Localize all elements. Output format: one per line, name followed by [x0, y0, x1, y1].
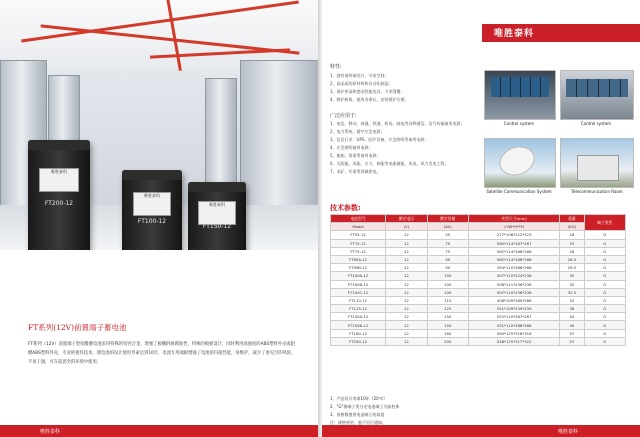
col-model-unit: Model [331, 223, 386, 231]
application-item: 7、采矿、军事等领域供电。 [330, 169, 381, 174]
table-cell: 55 [427, 231, 468, 239]
col-voltage-unit: (V) [386, 223, 427, 231]
telecom-room-photo [560, 138, 634, 188]
table-cell: FT125-12 [331, 305, 386, 313]
left-footer-bar [0, 425, 318, 437]
data-center-photo [0, 0, 318, 250]
table-cell: 100 [427, 272, 468, 280]
battery-lid [122, 170, 182, 180]
table-cell: 150 [427, 321, 468, 329]
table-cell: 110 [427, 296, 468, 304]
table-row [331, 280, 626, 288]
features-list [330, 72, 480, 104]
table-cell: 25 [560, 239, 584, 247]
photo-caption: Telecommunication Room [571, 189, 623, 194]
table-row [331, 272, 626, 280]
table-cell: G [584, 255, 625, 263]
table-row [331, 247, 626, 255]
table-cell: 29.5 [560, 264, 584, 272]
table-cell: G [584, 272, 625, 280]
table-cell: FT110-12 [331, 296, 386, 304]
table-cell: 180 [427, 329, 468, 337]
table-cell: 12 [386, 264, 427, 272]
battery-label [39, 168, 79, 192]
col-dimensions-unit: L*W*H*TH [468, 223, 559, 231]
remark: 注：规格变更，恕不另行通知。 [330, 420, 386, 425]
battery-back [188, 182, 246, 250]
table-cell: 562*114*188*188 [468, 247, 559, 255]
table-cell: 12 [386, 337, 427, 345]
col-dimensions: 外型尺寸(mm) [468, 215, 559, 223]
table-cell: 12 [386, 239, 427, 247]
table-row [331, 313, 626, 321]
table-cell: 507*110*236*236 [468, 288, 559, 296]
table-cell: G [584, 313, 625, 321]
table-cell: 70 [427, 239, 468, 247]
application-item: 1、电信、移动、网通、铁通、机场、邮电等各种通信、信号传输备用电源； [330, 121, 465, 126]
col-capacity-unit: (Ah) [427, 223, 468, 231]
table-cell: 30 [560, 280, 584, 288]
control-room-photo [484, 70, 556, 120]
table-cell: FT75-12 [331, 247, 386, 255]
table-row [331, 239, 626, 247]
spec-table [330, 214, 626, 346]
table-cell: 551*109*239*239 [468, 305, 559, 313]
battery-brand: 唯胜泰科 [51, 168, 67, 174]
table-cell: 552*110*287*287 [468, 313, 559, 321]
table-cell: 508*111*236*236 [468, 280, 559, 288]
telecom-building [577, 155, 619, 181]
brand-title: 唯胜泰科 [494, 29, 535, 39]
note-item: 3、表格数值用电池端子的高度 [330, 412, 385, 417]
table-cell: 38 [560, 305, 584, 313]
photo-caption: Control system [503, 121, 535, 126]
table-cell: 394*110*286*286 [468, 264, 559, 272]
table-cell: 560*125*316*316 [468, 329, 559, 337]
battery-label [198, 201, 235, 225]
table-row [331, 321, 626, 329]
table-cell: 18 [560, 231, 584, 239]
feature-item: 3、保护更深和密闭性能优异，力更强覆； [330, 89, 405, 94]
spec-title: 技术参数: [330, 204, 361, 212]
table-cell: 12 [386, 255, 427, 263]
table-cell: 32.5 [560, 288, 584, 296]
table-cell: 562*114*188*188 [468, 255, 559, 263]
feature-item: 1、独有前终端设计，节省空间； [330, 73, 389, 78]
table-cell: 150 [427, 313, 468, 321]
table-cell: FT100C-12 [331, 288, 386, 296]
table-row [331, 337, 626, 345]
battery-lid [28, 140, 90, 150]
table-cell: 12 [386, 321, 427, 329]
footer-brand: 唯胜泰科 [558, 429, 579, 435]
table-cell: 560*114*187*187 [468, 239, 559, 247]
photo-caption: Satellite Communication System [486, 189, 552, 194]
battery-model: FT100-12 [137, 218, 167, 225]
table-cell: 12 [386, 296, 427, 304]
note-item: 1、产品设计寿命10年（20℃） [330, 396, 388, 401]
table-cell: 551*110*286*286 [468, 321, 559, 329]
table-cell: 12 [386, 313, 427, 321]
table-cell: G [584, 231, 625, 239]
application-item: 4、应急照明备用电源； [330, 145, 373, 150]
col-terminal: 端子类型 [584, 215, 625, 231]
table-row [331, 296, 626, 304]
table-cell: 26 [560, 247, 584, 255]
table-row [331, 288, 626, 296]
applications-list [330, 120, 480, 176]
application-item: 2、电力系统、楼宇应急电源； [330, 129, 385, 134]
table-cell: 12 [386, 247, 427, 255]
table-cell: 408*109*280*286 [468, 296, 559, 304]
table-cell: FT100B-12 [331, 280, 386, 288]
table-cell: 90 [427, 264, 468, 272]
satellite-dish [495, 142, 538, 181]
table-cell: 12 [386, 272, 427, 280]
application-item: 3、信息行业：UPS、医疗设备、应急照明等备用电源； [330, 137, 429, 142]
table-row [331, 305, 626, 313]
table-cell: 277*106*222*223 [468, 231, 559, 239]
table-cell: FT100A-12 [331, 272, 386, 280]
col-weight: 重量 [560, 215, 584, 223]
right-footer-bar [322, 425, 640, 437]
battery-front [28, 140, 90, 250]
table-cell: G [584, 337, 625, 345]
table-cell: 507*110*224*236 [468, 272, 559, 280]
battery-brand: 唯胜泰科 [209, 201, 225, 207]
table-cell: FT150A-12 [331, 313, 386, 321]
table-cell: 200 [427, 337, 468, 345]
col-voltage: 额定电压 [386, 215, 427, 223]
table-row [331, 255, 626, 263]
table-cell: G [584, 305, 625, 313]
photo-caption: Control system [580, 121, 612, 126]
table-cell: 100 [427, 288, 468, 296]
table-cell: 26.5 [560, 255, 584, 263]
application-item: 5、船舶、海事等备用电源； [330, 153, 381, 158]
table-cell: 548*125*317*322 [468, 337, 559, 345]
features-title: 特性: [330, 64, 342, 70]
table-cell: FT180-12 [331, 329, 386, 337]
col-model: 电池型号 [331, 215, 386, 223]
table-cell: G [584, 329, 625, 337]
table-cell: 12 [386, 329, 427, 337]
applications-title: 广泛应用于: [330, 113, 357, 119]
table-cell: G [584, 288, 625, 296]
table-cell: G [584, 264, 625, 272]
server-rack [240, 60, 318, 212]
battery-model: FT200-12 [44, 200, 74, 207]
spec-table-body [331, 231, 626, 346]
footer-brand: 唯胜泰科 [40, 429, 61, 435]
product-heading: FT系列(12V)前置端子蓄电池 [28, 323, 127, 332]
table-cell: FT55-12 [331, 231, 386, 239]
table-cell: 12 [386, 288, 427, 296]
col-weight-unit: (KG) [560, 223, 584, 231]
table-cell: 12 [386, 231, 427, 239]
table-row [331, 264, 626, 272]
left-page [0, 0, 318, 437]
control-system-photo [560, 70, 634, 120]
table-cell: 49 [560, 321, 584, 329]
monitor-array [566, 79, 628, 97]
feature-item: 4、维护极简、使用寿命长、安装维护方便； [330, 97, 409, 102]
right-page [322, 0, 640, 437]
table-cell: G [584, 321, 625, 329]
table-cell: 33 [560, 296, 584, 304]
feature-item: 2、高品质的原材料和自动化制造； [330, 81, 393, 86]
table-cell: FT90B-12 [331, 264, 386, 272]
table-cell: 125 [427, 305, 468, 313]
table-cell: 100 [427, 280, 468, 288]
battery-model: FT150-12 [202, 222, 232, 230]
table-cell: G [584, 239, 625, 247]
table-cell: 44 [560, 313, 584, 321]
table-cell: FT200-12 [331, 337, 386, 345]
table-cell: 75 [427, 247, 468, 255]
battery-middle [122, 170, 182, 250]
table-cell: FT70-12 [331, 239, 386, 247]
table-cell: FT90A-12 [331, 255, 386, 263]
table-cell: G [584, 280, 625, 288]
table-row [331, 329, 626, 337]
product-description: FT系列（12V）前置端子型铅酸蓄电池采用特殊的铅钙合金，增强了板栅的耐腐蚀性，特殊的极板设计，同时利用高强度的ABS塑料外壳或阻燃ABS塑料外壳，专业的密封技术，使电池的设计使用寿命达到10年，电池专用端板增强了电池的内阻性能，易维护，减少了参见空的风险，不易干涸，可在较恶劣的环境中使用。 [28, 342, 296, 365]
table-cell: 30 [560, 272, 584, 280]
notes [330, 395, 399, 427]
battery-lid [188, 182, 246, 192]
battery-label [133, 192, 171, 216]
table-cell: 12 [386, 280, 427, 288]
table-cell: G [584, 296, 625, 304]
table-row [331, 231, 626, 239]
col-capacity: 额定容量 [427, 215, 468, 223]
table-cell: FT150B-12 [331, 321, 386, 329]
table-cell: 12 [386, 305, 427, 313]
table-cell: G [584, 247, 625, 255]
satellite-photo [484, 138, 556, 188]
battery-brand: 唯胜泰科 [144, 193, 160, 198]
table-cell: 57 [560, 329, 584, 337]
video-wall [491, 77, 549, 97]
application-item: 6、太阳能、风能、火力、核能等电能储能、风电、风力发电工程； [330, 161, 449, 166]
table-cell: 57 [560, 337, 584, 345]
note-item: 2、"G"指端子类分定电池端子为前柱体 [330, 404, 400, 409]
table-cell: 90 [427, 255, 468, 263]
